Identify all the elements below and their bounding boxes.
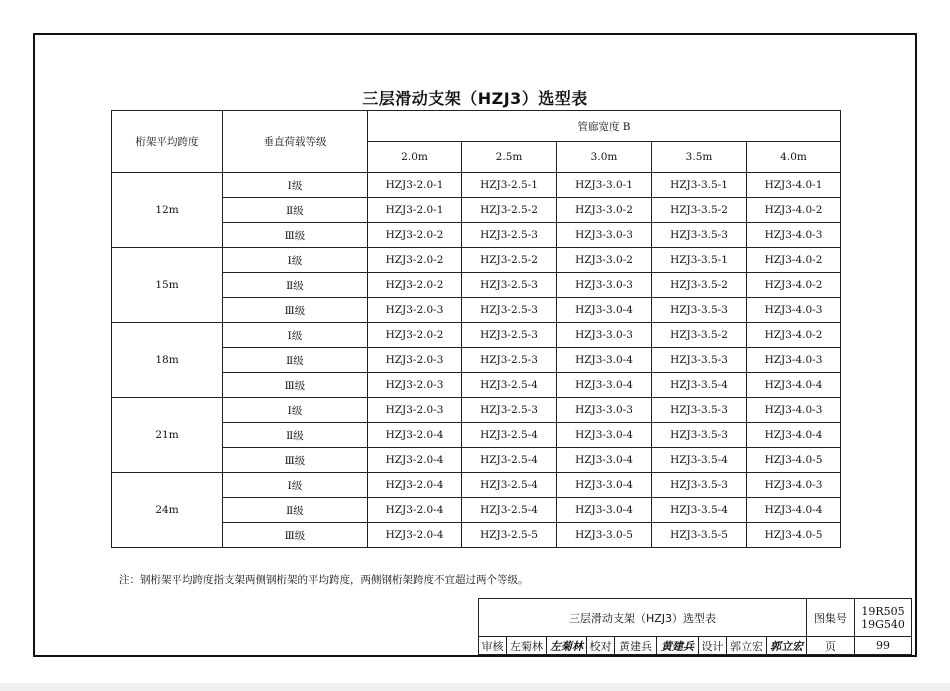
- design-label: 设计: [699, 637, 727, 655]
- model-cell: HZJ3-2.0-2: [368, 323, 462, 348]
- load-level-cell: Ⅲ级: [223, 448, 368, 473]
- design-name: 郭立宏: [727, 637, 767, 655]
- model-cell: HZJ3-4.0-5: [747, 448, 841, 473]
- model-cell: HZJ3-3.5-3: [652, 473, 747, 498]
- model-cell: HZJ3-2.5-4: [462, 423, 557, 448]
- model-cell: HZJ3-2.0-1: [368, 173, 462, 198]
- table-row: [112, 398, 841, 423]
- model-cell: HZJ3-4.0-3: [747, 473, 841, 498]
- page-label: 页: [807, 637, 855, 655]
- model-cell: HZJ3-3.0-5: [557, 523, 652, 548]
- model-cell: HZJ3-3.5-4: [652, 448, 747, 473]
- model-cell: HZJ3-3.0-4: [557, 373, 652, 398]
- design-signature: 郭立宏: [767, 637, 807, 655]
- model-cell: HZJ3-2.5-2: [462, 198, 557, 223]
- atlas-number-1: 19R505: [861, 604, 905, 618]
- load-level-cell: Ⅲ级: [223, 373, 368, 398]
- span-cell: 15m: [112, 248, 223, 323]
- title-block-title: 三层滑动支架（HZJ3）选型表: [479, 599, 807, 637]
- model-cell: HZJ3-2.5-2: [462, 248, 557, 273]
- load-level-cell: Ⅱ级: [223, 498, 368, 523]
- model-cell: HZJ3-3.5-1: [652, 248, 747, 273]
- model-cell: HZJ3-2.5-4: [462, 448, 557, 473]
- check-name: 黄建兵: [615, 637, 657, 655]
- model-cell: HZJ3-4.0-2: [747, 198, 841, 223]
- header-load-level: 垂直荷载等级: [223, 111, 368, 173]
- load-level-cell: Ⅰ级: [223, 248, 368, 273]
- model-cell: HZJ3-2.5-1: [462, 173, 557, 198]
- model-cell: HZJ3-2.5-4: [462, 473, 557, 498]
- page-number: 99: [855, 637, 912, 655]
- review-label: 审核: [479, 637, 507, 655]
- model-cell: HZJ3-3.5-4: [652, 498, 747, 523]
- span-cell: 21m: [112, 398, 223, 473]
- model-cell: HZJ3-3.0-4: [557, 498, 652, 523]
- model-cell: HZJ3-3.0-4: [557, 423, 652, 448]
- model-cell: HZJ3-2.0-2: [368, 223, 462, 248]
- model-cell: HZJ3-4.0-4: [747, 423, 841, 448]
- atlas-number-2: 19G540: [861, 617, 905, 631]
- model-cell: HZJ3-3.5-4: [652, 373, 747, 398]
- model-cell: HZJ3-2.5-3: [462, 348, 557, 373]
- span-cell: 18m: [112, 323, 223, 398]
- check-label: 校对: [587, 637, 615, 655]
- model-cell: HZJ3-3.0-2: [557, 248, 652, 273]
- model-cell: HZJ3-4.0-3: [747, 298, 841, 323]
- model-cell: HZJ3-4.0-4: [747, 373, 841, 398]
- header-width-3-0: 3.0m: [557, 142, 652, 173]
- load-level-cell: Ⅱ级: [223, 273, 368, 298]
- model-cell: HZJ3-2.0-4: [368, 473, 462, 498]
- model-cell: HZJ3-2.0-2: [368, 248, 462, 273]
- load-level-cell: Ⅰ级: [223, 173, 368, 198]
- model-cell: HZJ3-4.0-4: [747, 498, 841, 523]
- footnote: 注：钢桁架平均跨度指支架两侧钢桁架的平均跨度，两侧钢桁架跨度不宜超过两个等级。: [119, 574, 529, 586]
- model-cell: HZJ3-2.0-3: [368, 348, 462, 373]
- model-cell: HZJ3-2.0-2: [368, 273, 462, 298]
- model-cell: HZJ3-4.0-5: [747, 523, 841, 548]
- model-cell: HZJ3-3.5-2: [652, 198, 747, 223]
- header-width-2-5: 2.5m: [462, 142, 557, 173]
- model-cell: HZJ3-3.0-1: [557, 173, 652, 198]
- header-width-4-0: 4.0m: [747, 142, 841, 173]
- model-cell: HZJ3-4.0-3: [747, 398, 841, 423]
- model-cell: HZJ3-4.0-1: [747, 173, 841, 198]
- model-cell: HZJ3-3.0-2: [557, 198, 652, 223]
- model-cell: HZJ3-3.0-4: [557, 348, 652, 373]
- model-cell: HZJ3-2.0-3: [368, 298, 462, 323]
- header-corridor-width: 管廊宽度 B: [368, 111, 841, 142]
- review-name: 左菊林: [507, 637, 547, 655]
- model-cell: HZJ3-3.5-1: [652, 173, 747, 198]
- bottom-strip: [0, 683, 950, 691]
- load-level-cell: Ⅰ级: [223, 473, 368, 498]
- model-cell: HZJ3-3.0-4: [557, 448, 652, 473]
- model-cell: HZJ3-3.5-3: [652, 223, 747, 248]
- table-row: [112, 248, 841, 273]
- load-level-cell: Ⅲ级: [223, 223, 368, 248]
- table-row: [112, 173, 841, 198]
- atlas-label: 图集号: [807, 599, 855, 637]
- model-cell: HZJ3-3.5-3: [652, 423, 747, 448]
- model-cell: HZJ3-2.0-4: [368, 448, 462, 473]
- model-cell: HZJ3-3.5-2: [652, 323, 747, 348]
- load-level-cell: Ⅰ级: [223, 323, 368, 348]
- model-cell: HZJ3-3.0-3: [557, 223, 652, 248]
- model-cell: HZJ3-3.0-4: [557, 473, 652, 498]
- span-cell: 12m: [112, 173, 223, 248]
- model-cell: HZJ3-3.5-3: [652, 398, 747, 423]
- model-cell: HZJ3-2.5-3: [462, 298, 557, 323]
- table-row: [112, 473, 841, 498]
- model-cell: HZJ3-2.5-4: [462, 373, 557, 398]
- model-cell: HZJ3-4.0-3: [747, 223, 841, 248]
- model-cell: HZJ3-3.0-3: [557, 323, 652, 348]
- model-cell: HZJ3-2.0-4: [368, 498, 462, 523]
- load-level-cell: Ⅰ级: [223, 398, 368, 423]
- model-cell: HZJ3-2.5-5: [462, 523, 557, 548]
- model-cell: HZJ3-3.5-3: [652, 298, 747, 323]
- header-width-3-5: 3.5m: [652, 142, 747, 173]
- model-cell: HZJ3-2.5-3: [462, 398, 557, 423]
- header-span: 桁架平均跨度: [112, 111, 223, 173]
- model-cell: HZJ3-2.5-3: [462, 323, 557, 348]
- load-level-cell: Ⅱ级: [223, 348, 368, 373]
- model-cell: HZJ3-2.0-3: [368, 373, 462, 398]
- title-block: [478, 598, 912, 655]
- model-cell: HZJ3-3.5-2: [652, 273, 747, 298]
- load-level-cell: Ⅲ级: [223, 298, 368, 323]
- model-cell: HZJ3-3.5-5: [652, 523, 747, 548]
- review-signature: 左菊林: [547, 637, 587, 655]
- model-cell: HZJ3-4.0-3: [747, 348, 841, 373]
- check-signature: 黄建兵: [657, 637, 699, 655]
- table-row: [112, 323, 841, 348]
- load-level-cell: Ⅱ级: [223, 198, 368, 223]
- load-level-cell: Ⅱ级: [223, 423, 368, 448]
- model-cell: HZJ3-2.0-4: [368, 423, 462, 448]
- table-title: 三层滑动支架（HZJ3）选型表: [362, 89, 588, 108]
- atlas-number: [855, 599, 912, 637]
- span-cell: 24m: [112, 473, 223, 548]
- load-level-cell: Ⅲ级: [223, 523, 368, 548]
- selection-table: [111, 110, 841, 548]
- model-cell: HZJ3-3.0-3: [557, 273, 652, 298]
- model-cell: HZJ3-2.0-1: [368, 198, 462, 223]
- model-cell: HZJ3-2.0-3: [368, 398, 462, 423]
- model-cell: HZJ3-2.5-3: [462, 273, 557, 298]
- model-cell: HZJ3-3.5-3: [652, 348, 747, 373]
- model-cell: HZJ3-2.5-4: [462, 498, 557, 523]
- model-cell: HZJ3-3.0-4: [557, 298, 652, 323]
- model-cell: HZJ3-4.0-2: [747, 323, 841, 348]
- header-width-2-0: 2.0m: [368, 142, 462, 173]
- model-cell: HZJ3-2.5-3: [462, 223, 557, 248]
- model-cell: HZJ3-4.0-2: [747, 273, 841, 298]
- model-cell: HZJ3-3.0-3: [557, 398, 652, 423]
- model-cell: HZJ3-4.0-2: [747, 248, 841, 273]
- model-cell: HZJ3-2.0-4: [368, 523, 462, 548]
